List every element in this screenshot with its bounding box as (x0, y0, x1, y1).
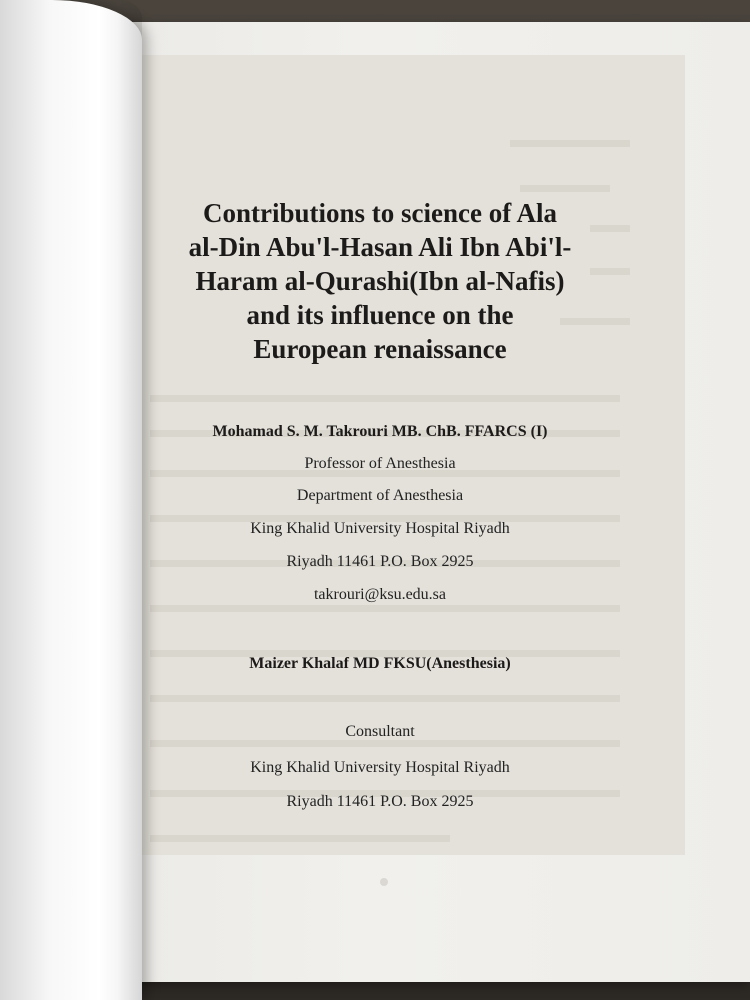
title-line: European renaissance (253, 334, 507, 364)
article-title (150, 196, 610, 366)
title-line: and its influence on the (246, 300, 514, 330)
author2-address: Riyadh 11461 P.O. Box 2925 (286, 793, 474, 810)
title-line: Contributions to science of Ala (203, 198, 557, 228)
title-line: Haram al-Qurashi(Ibn al-Nafis) (195, 266, 565, 296)
author1-position: Professor of Anesthesia (304, 455, 456, 472)
title-line: al-Din Abu'l-Hasan Ali Ibn Abi'l- (188, 232, 572, 262)
author2-hospital: King Khalid University Hospital Riyadh (250, 759, 510, 776)
author2-position: Consultant (345, 723, 415, 740)
left-page-edge (118, 0, 142, 1000)
author2-name: Maizer Khalaf MD FKSU(Anesthesia) (249, 655, 511, 672)
author1-email: takrouri@ksu.edu.sa (313, 586, 447, 603)
author1-department: Department of Anesthesia (296, 487, 464, 504)
author1-hospital: King Khalid University Hospital Riyadh (250, 520, 510, 537)
author1-name: Mohamad S. M. Takrouri MB. ChB. FFARCS (I) (212, 423, 548, 440)
author1-address: Riyadh 11461 P.O. Box 2925 (286, 553, 474, 570)
page-mark (380, 878, 388, 886)
